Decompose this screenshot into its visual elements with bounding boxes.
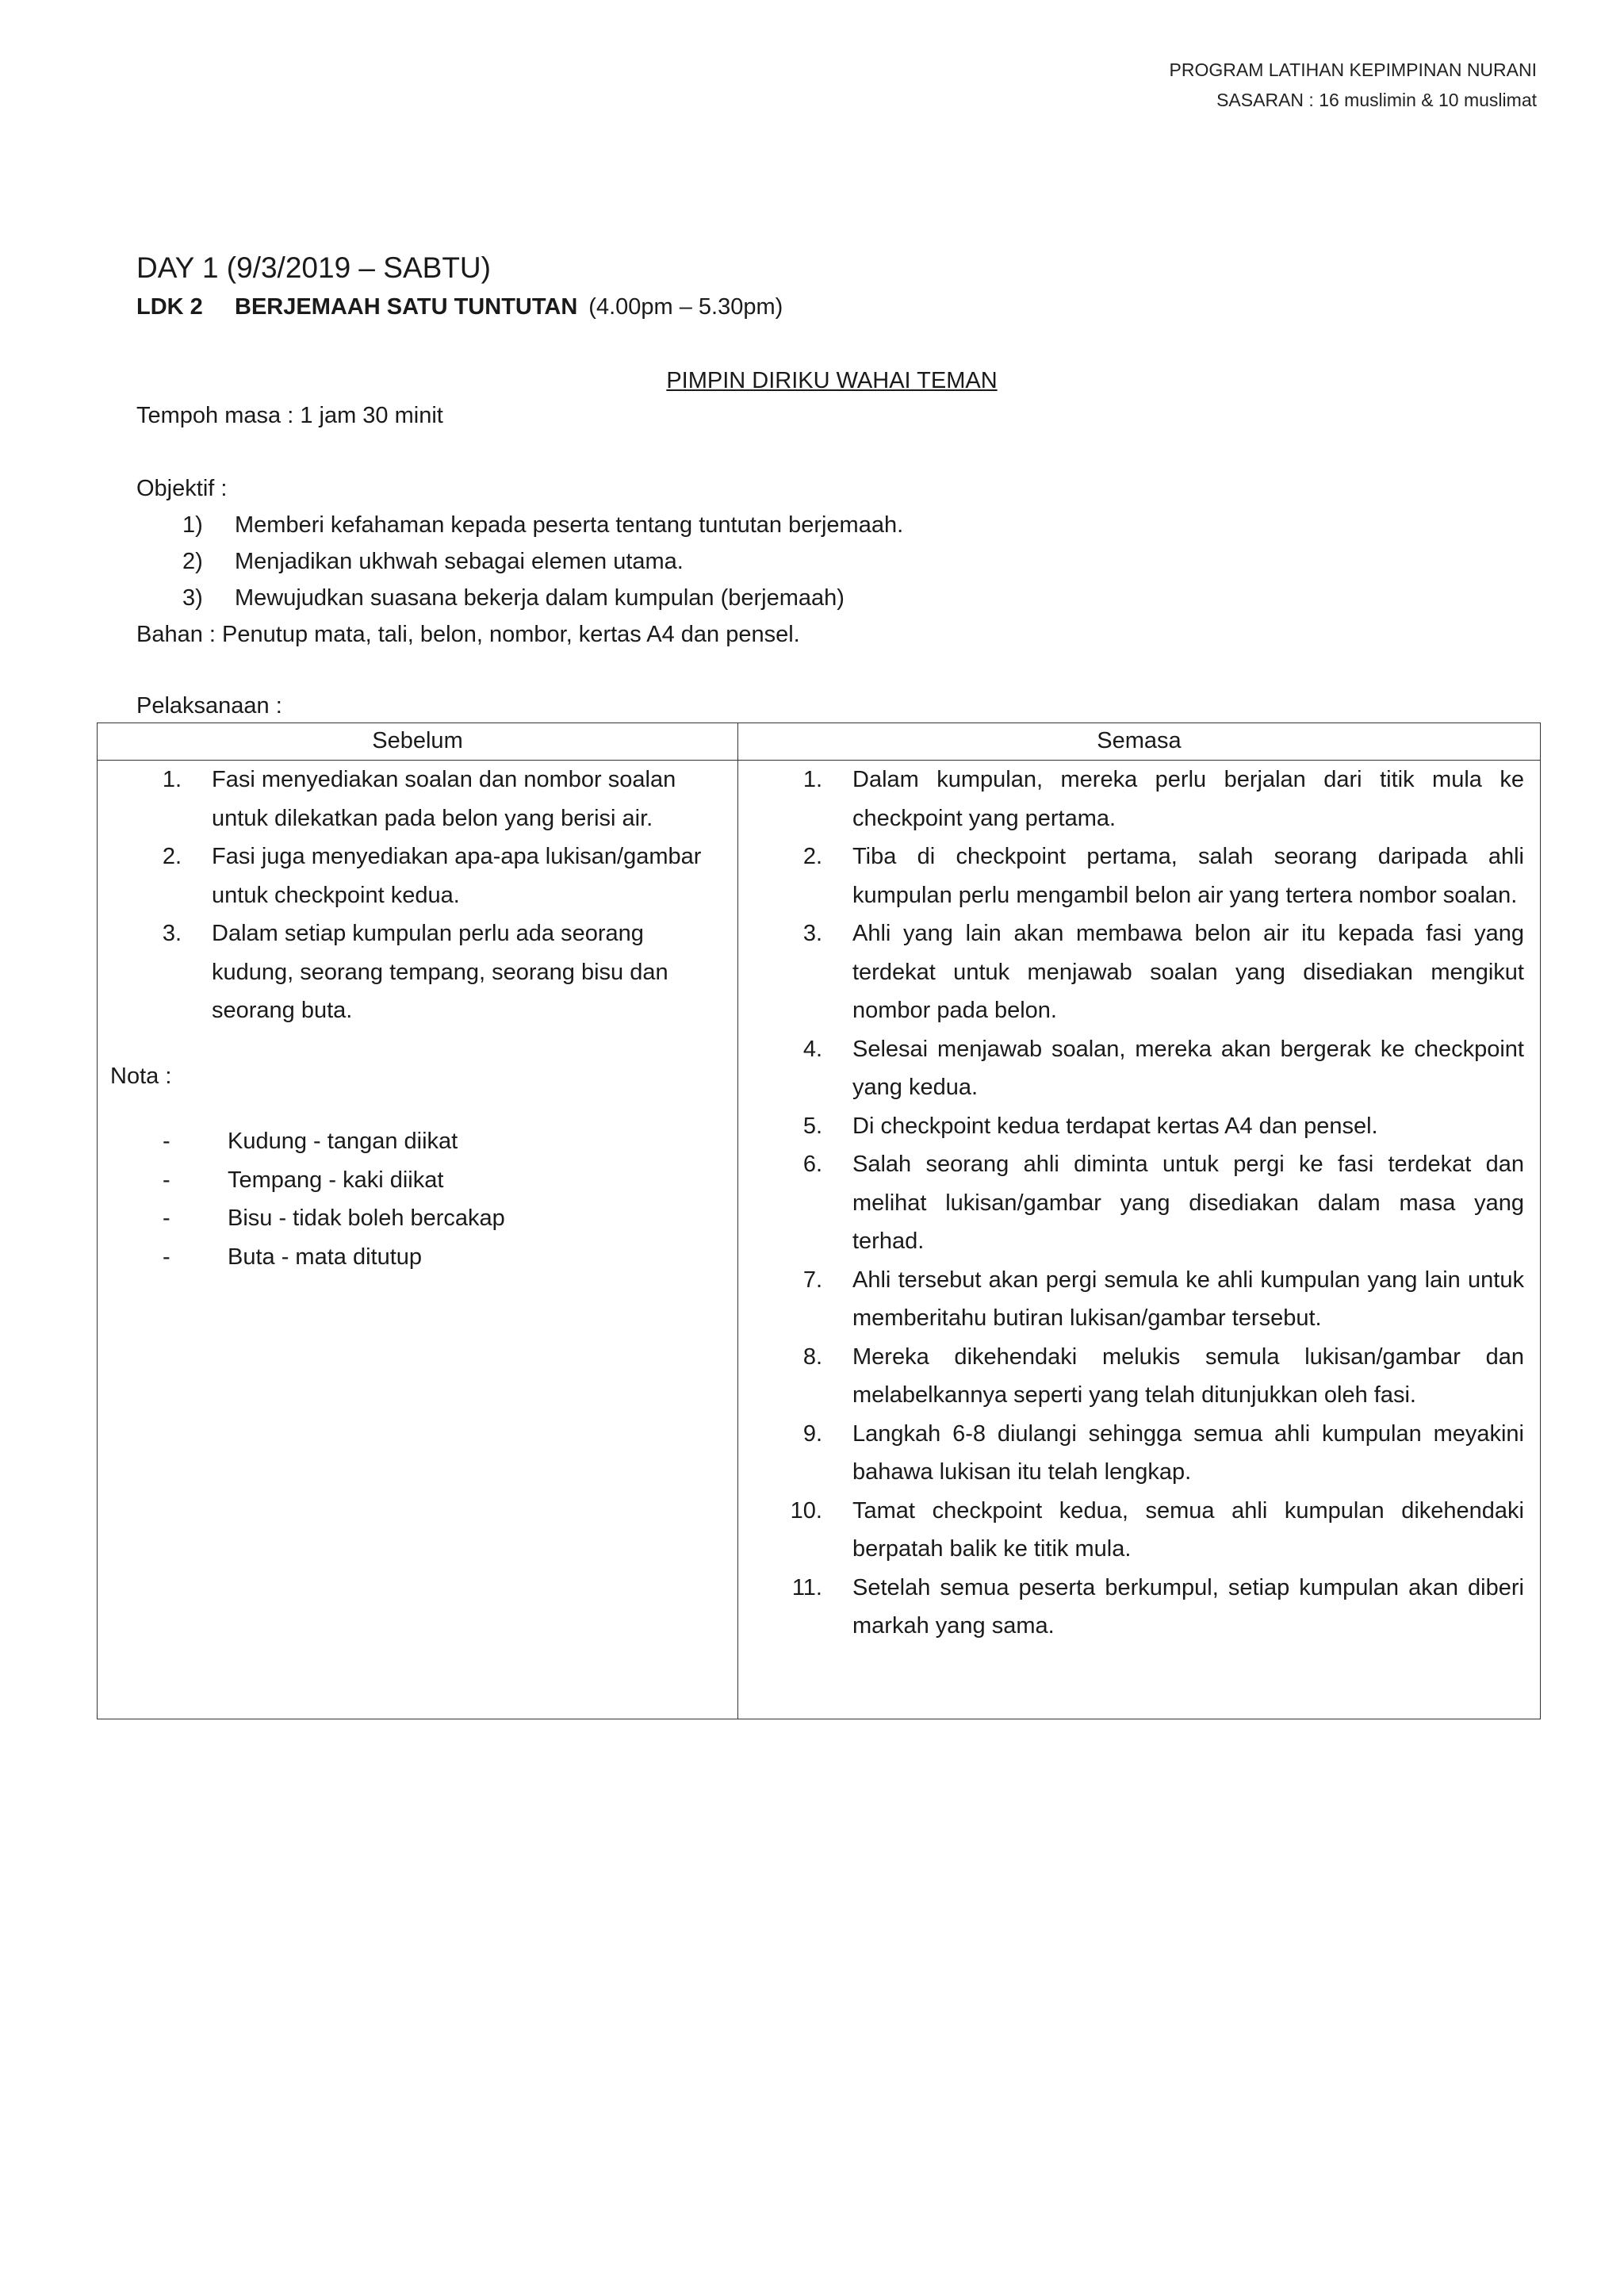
list-item [98,1238,714,1277]
step-text: Langkah 6-8 diulangi sehingga semua ahli kumpulan meyakini bahawa lukisan itu telah lengkap. [852,1420,1524,1485]
during-steps [738,761,1524,1646]
nota-list [98,1122,714,1276]
day-title: DAY 1 (9/3/2019 – SABTU) [136,251,491,284]
list-item [98,1199,714,1238]
duration: Tempoh masa : 1 jam 30 minit [136,403,443,428]
step-text: Fasi juga menyediakan apa-apa lukisan/gambar untuk checkpoint kedua. [212,844,702,908]
step-text: Dalam setiap kumpulan perlu ada seorang kudung, seorang tempang, seorang bisu dan seorang buta. [212,921,668,1023]
list-item [738,1030,1524,1107]
list-item [738,1338,1524,1415]
list-item [738,1261,1524,1338]
objective-item [182,581,845,615]
objective-number: 1) [182,512,203,538]
objectives-label: Objektif : [136,476,228,501]
step-text: Mereka dikehendaki melukis semula lukisan/gambar dan melabelkannya seperti yang telah ditunjukkan oleh fasi. [852,1343,1524,1408]
objective-text: Memberi kefahaman kepada peserta tentang tuntutan berjemaah. [235,512,904,538]
column-header-during: Semasa [738,723,1541,761]
session-time: (4.00pm – 5.30pm) [588,294,783,320]
step-number: 7. [802,1267,822,1293]
objective-item [182,544,684,579]
step-number: 11. [791,1574,822,1600]
execution-label: Pelaksanaan : [136,693,282,719]
step-number: 1. [802,767,822,792]
step-text: Selesai menjawab soalan, mereka akan bergerak ke checkpoint yang kedua. [852,1036,1524,1100]
dash-bullet: - [163,1205,170,1231]
list-item [738,1415,1524,1492]
header-program: PROGRAM LATIHAN KEPIMPINAN NURANI [1169,59,1537,80]
nota-text: Tempang - kaki diikat [228,1167,444,1193]
list-item [738,914,1524,1030]
step-text: Ahli tersebut akan pergi semula ke ahli kumpulan yang lain untuk memberitahu butiran lukisan/gambar tersebut. [852,1267,1524,1331]
dash-bullet: - [163,1129,170,1154]
step-text: Salah seorang ahli diminta untuk pergi ke fasi terdekat dan melihat lukisan/gambar yang disediakan dalam masa yang terhad. [852,1152,1524,1254]
list-item [738,1145,1524,1261]
objective-item [182,508,903,542]
step-number: 6. [802,1152,822,1177]
nota-label: Nota : [110,1063,172,1089]
step-number: 8. [802,1343,822,1370]
objective-number: 2) [182,549,203,574]
step-number: 10. [790,1497,822,1524]
step-number: 5. [802,1113,822,1139]
list-item [738,1107,1524,1146]
step-text: Tamat checkpoint kedua, semua ahli kumpulan dikehendaki berpatah balik ke titik mula. [852,1497,1524,1562]
activity-title: PIMPIN DIRIKU WAHAI TEMAN [666,368,998,393]
list-item [738,1569,1524,1646]
nota-text: Kudung - tangan diikat [228,1129,458,1154]
step-text: Tiba di checkpoint pertama, salah seorang daripada ahli kumpulan perlu mengambil belon air yang tertera nombor soalan. [852,844,1524,908]
list-item [98,914,714,1030]
materials: Bahan : Penutup mata, tali, belon, nombor, kertas A4 dan pensel. [136,622,800,647]
dash-bullet: - [163,1244,170,1270]
step-text: Dalam kumpulan, mereka perlu berjalan dari titik mula ke checkpoint yang pertama. [852,767,1524,831]
before-steps [98,761,714,1030]
step-number: 9. [802,1420,822,1447]
step-number: 3. [802,921,822,946]
nota-text: Buta - mata ditutup [228,1244,423,1270]
header-target: SASARAN : 16 muslimin & 10 muslimat [1216,90,1537,110]
step-number: 2. [802,844,822,869]
step-number: 4. [802,1036,822,1062]
table-row [98,761,1541,1719]
step-text: Di checkpoint kedua terdapat kertas A4 dan pensel. [852,1113,1378,1139]
table-header-row [98,723,1541,761]
objective-number: 3) [182,585,203,611]
session-line [136,289,783,324]
step-text: Ahli yang lain akan membawa belon air itu kepada fasi yang terdekat untuk menjawab soalan yang disediakan mengikut nombor pada belon. [852,921,1524,1023]
step-number: 2. [162,844,182,869]
list-item [98,1122,714,1161]
session-name: BERJEMAAH SATU TUNTUTAN [235,294,578,320]
dash-bullet: - [163,1167,170,1193]
objective-text: Mewujudkan suasana bekerja dalam kumpulan (berjemaah) [235,585,845,611]
list-item [738,761,1524,838]
column-header-before: Sebelum [98,723,738,761]
step-number: 1. [162,767,182,792]
step-number: 3. [162,921,182,946]
during-cell [738,761,1541,1719]
list-item [98,838,714,914]
list-item [98,1161,714,1200]
step-text: Setelah semua peserta berkumpul, setiap kumpulan akan diberi markah yang sama. [852,1574,1524,1639]
list-item [738,838,1524,914]
list-item [738,1492,1524,1569]
list-item [98,761,714,838]
before-cell [98,761,738,1719]
objective-text: Menjadikan ukhwah sebagai elemen utama. [235,549,684,574]
execution-table [97,723,1541,1719]
step-text: Fasi menyediakan soalan dan nombor soalan untuk dilekatkan pada belon yang berisi air. [212,767,676,831]
session-code: LDK 2 [136,294,203,320]
nota-text: Bisu - tidak boleh bercakap [228,1205,505,1231]
